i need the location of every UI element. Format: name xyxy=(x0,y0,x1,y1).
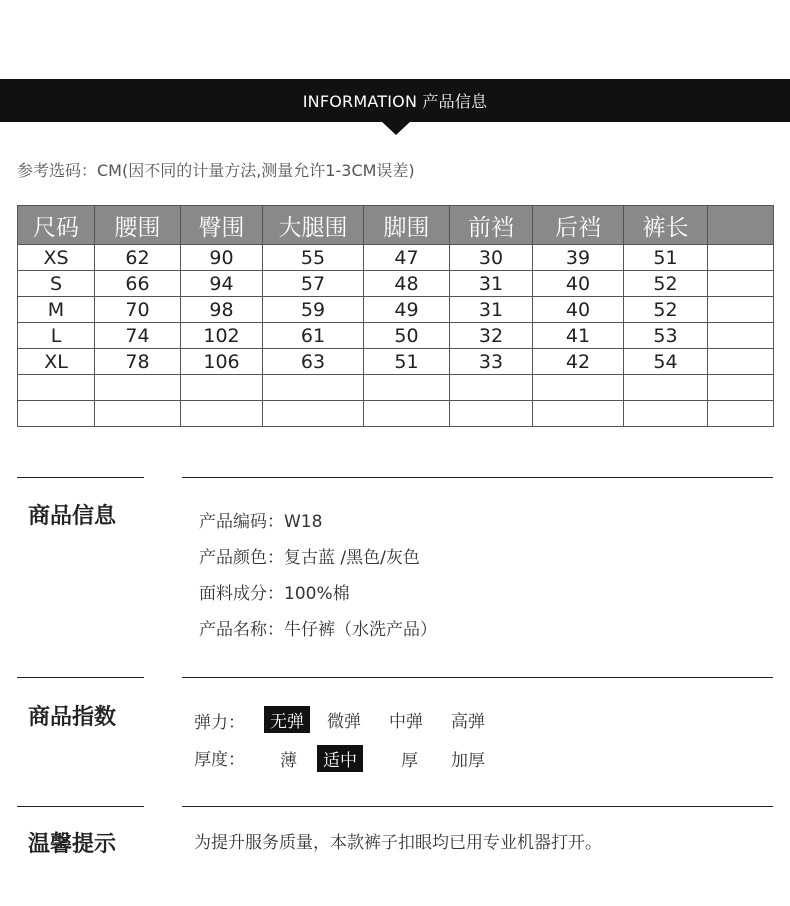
size-table-cell: L xyxy=(18,323,95,349)
size-table-header-cell: 裤长 xyxy=(624,206,708,245)
section-divider xyxy=(182,806,773,807)
elasticity-option-none: 无弹 xyxy=(264,706,310,733)
size-table-row xyxy=(18,349,774,375)
size-table-cell: 52 xyxy=(624,271,708,297)
size-table-cell: 70 xyxy=(95,297,181,323)
size-table-cell xyxy=(181,375,263,401)
elasticity-option-medium: 中弹 xyxy=(389,712,423,732)
size-table-cell: 51 xyxy=(624,245,708,271)
product-info-title: 商品信息 xyxy=(28,504,117,529)
elasticity-option-slight: 微弹 xyxy=(327,712,361,732)
size-table-cell: 57 xyxy=(263,271,364,297)
size-table-cell: 49 xyxy=(364,297,450,323)
size-table-cell xyxy=(18,375,95,401)
size-table-cell: 102 xyxy=(181,323,263,349)
size-table-cell xyxy=(708,401,774,427)
thickness-option-medium: 适中 xyxy=(317,745,363,772)
thickness-option-extra-thick: 加厚 xyxy=(451,751,485,771)
size-table-row xyxy=(18,401,774,427)
size-table-cell: 74 xyxy=(95,323,181,349)
size-table-header-cell: 前裆 xyxy=(450,206,533,245)
size-table-cell: 90 xyxy=(181,245,263,271)
tips-text: 为提升服务质量，本款裤子扣眼均已用专业机器打开。 xyxy=(194,833,602,853)
product-index-title: 商品指数 xyxy=(28,705,117,730)
elasticity-option-high: 高弹 xyxy=(451,712,485,732)
section-divider xyxy=(182,677,773,678)
size-table-cell: 54 xyxy=(624,349,708,375)
size-table-cell: 63 xyxy=(263,349,364,375)
size-table-header-cell: 尺码 xyxy=(18,206,95,245)
size-table-header-cell: 腰围 xyxy=(95,206,181,245)
elasticity-label: 弹力： xyxy=(194,713,245,733)
size-table-cell: 42 xyxy=(533,349,624,375)
size-table-header-cell: 大腿围 xyxy=(263,206,364,245)
product-name: 产品名称：牛仔裤（水洗产品） xyxy=(199,620,437,640)
size-table-cell xyxy=(364,401,450,427)
size-table-cell: M xyxy=(18,297,95,323)
size-table-cell: 106 xyxy=(181,349,263,375)
size-table-cell: 78 xyxy=(95,349,181,375)
size-table-cell xyxy=(708,349,774,375)
thickness-option-thick: 厚 xyxy=(401,751,418,771)
size-table-cell: 40 xyxy=(533,271,624,297)
product-material: 面料成分：100%棉 xyxy=(199,584,350,604)
size-table-cell: 31 xyxy=(450,297,533,323)
size-table-cell xyxy=(624,401,708,427)
size-table-cell: 53 xyxy=(624,323,708,349)
banner-arrow-icon xyxy=(381,121,411,135)
size-table-header-cell: 臀围 xyxy=(181,206,263,245)
size-table-cell: XS xyxy=(18,245,95,271)
size-table-cell xyxy=(708,375,774,401)
thickness-option-thin: 薄 xyxy=(280,751,297,771)
size-table-cell xyxy=(708,245,774,271)
size-table-cell xyxy=(263,375,364,401)
size-table-header-cell xyxy=(708,206,774,245)
size-table-cell: 30 xyxy=(450,245,533,271)
size-table-cell: 61 xyxy=(263,323,364,349)
size-table-cell xyxy=(364,375,450,401)
product-code: 产品编码：W18 xyxy=(199,512,323,532)
size-table-cell xyxy=(708,271,774,297)
size-table-row xyxy=(18,245,774,271)
size-table-cell: 62 xyxy=(95,245,181,271)
section-divider xyxy=(182,477,773,478)
size-table-cell xyxy=(624,375,708,401)
size-table-cell xyxy=(263,401,364,427)
size-table-cell xyxy=(181,401,263,427)
info-banner xyxy=(0,79,790,122)
size-table-header xyxy=(18,206,774,245)
size-table-cell xyxy=(450,401,533,427)
size-table-cell: 98 xyxy=(181,297,263,323)
size-table-cell xyxy=(18,401,95,427)
thickness-label: 厚度： xyxy=(194,750,245,770)
size-table-cell xyxy=(95,375,181,401)
size-table-cell: 50 xyxy=(364,323,450,349)
size-table-cell xyxy=(708,297,774,323)
size-table-cell: 51 xyxy=(364,349,450,375)
size-table-cell: 59 xyxy=(263,297,364,323)
size-table-cell xyxy=(533,401,624,427)
size-table-cell: 94 xyxy=(181,271,263,297)
tips-title: 温馨提示 xyxy=(28,832,117,857)
size-table-cell: 39 xyxy=(533,245,624,271)
size-table-header-cell: 后裆 xyxy=(533,206,624,245)
size-table-cell xyxy=(450,375,533,401)
size-table-row xyxy=(18,271,774,297)
product-color: 产品颜色：复古蓝 /黑色/灰色 xyxy=(199,548,420,568)
size-table-cell xyxy=(708,323,774,349)
size-table-cell: 66 xyxy=(95,271,181,297)
size-table-row xyxy=(18,375,774,401)
size-table xyxy=(17,205,774,427)
size-table-cell: 33 xyxy=(450,349,533,375)
section-divider xyxy=(17,677,144,678)
section-divider xyxy=(17,806,144,807)
size-table-cell: 32 xyxy=(450,323,533,349)
size-table-cell: 55 xyxy=(263,245,364,271)
size-table-cell: 31 xyxy=(450,271,533,297)
size-table-cell: 41 xyxy=(533,323,624,349)
size-table-cell: S xyxy=(18,271,95,297)
size-table-cell xyxy=(533,375,624,401)
size-table-cell: 40 xyxy=(533,297,624,323)
size-table-cell: XL xyxy=(18,349,95,375)
size-table-cell: 48 xyxy=(364,271,450,297)
size-table-header-cell: 脚围 xyxy=(364,206,450,245)
section-divider xyxy=(17,477,144,478)
size-table-cell: 52 xyxy=(624,297,708,323)
size-table-cell xyxy=(95,401,181,427)
banner-title: INFORMATION 产品信息 xyxy=(302,92,488,111)
size-table-cell: 47 xyxy=(364,245,450,271)
size-table-row xyxy=(18,297,774,323)
size-table-row xyxy=(18,323,774,349)
size-reference-note: 参考选码：CM(因不同的计量方法,测量允许1-3CM误差) xyxy=(17,161,415,180)
